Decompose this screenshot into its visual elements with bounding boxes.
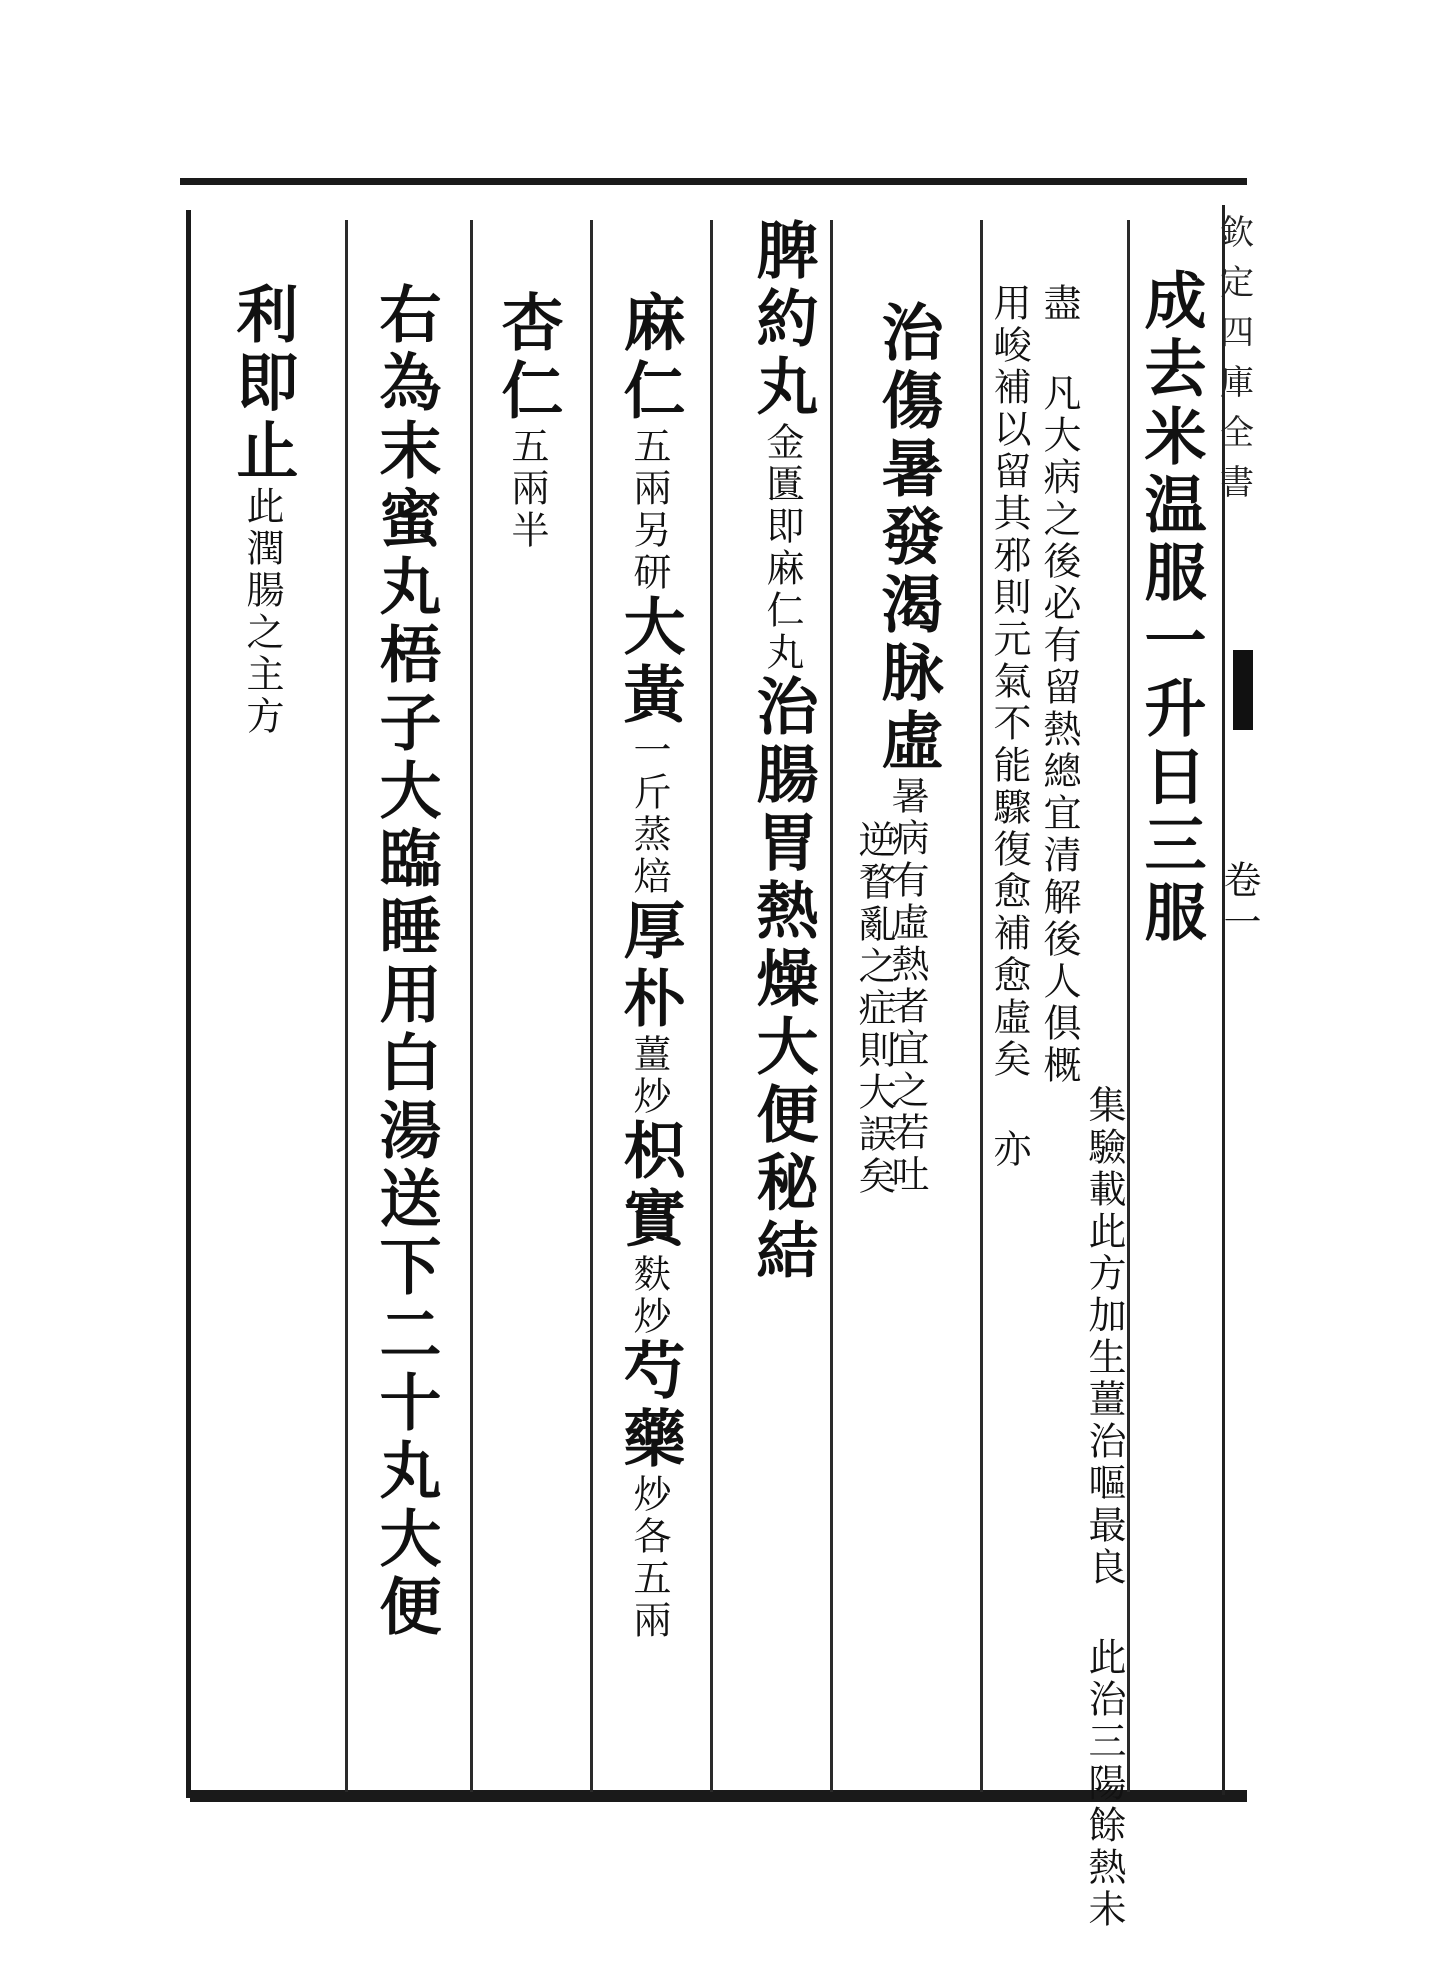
column-divider [1127, 220, 1130, 1792]
margin-char: 四 [1220, 313, 1254, 353]
main-text: 治傷暑發渴脉虛 [871, 300, 944, 776]
ingredient: 厚朴 [613, 898, 686, 1034]
margin-char: 書 [1220, 463, 1254, 503]
ingredient: 大黃 [613, 594, 686, 730]
ingredient-note: 五兩另研 [627, 426, 671, 594]
top-frame-line [180, 178, 1247, 185]
text-column-6 [745, 218, 819, 1286]
margin-char: 定 [1220, 263, 1254, 303]
ingredient-note: 五兩半 [505, 426, 549, 552]
text-column-7 [612, 290, 686, 1642]
ingredient: 枳實 [613, 1118, 686, 1254]
text-column-9: 右為末蜜丸梧子大臨睡用白湯送下二十丸大便 [369, 282, 442, 1642]
margin-fishtail-mark [1233, 650, 1253, 730]
ingredient: 麻仁 [613, 290, 686, 426]
commentary-text: 集驗載此方加生薑治嘔最良 此治三陽餘熱未 [1082, 1085, 1126, 1931]
margin-char: 庫 [1220, 363, 1254, 403]
commentary-column-3: 用峻補以留其邪則元氣不能驟復愈補愈虛矣 亦 [987, 283, 1031, 1171]
note-text: 暑病有虛熱者宜之若吐 [885, 776, 929, 1196]
column-divider [710, 220, 713, 1792]
column-divider [830, 220, 833, 1792]
commentary-column-2: 盡 凡大病之後必有留熱總宜清解後人俱概 [1037, 283, 1081, 1087]
column-divider [345, 220, 348, 1792]
text-column-8 [490, 290, 564, 552]
commentary-column-5: 逆瞀亂之症則大誤矣 [852, 820, 896, 1198]
ingredient: 芍藥 [613, 1338, 686, 1474]
ingredient-note: 炒各五兩 [627, 1474, 671, 1642]
text-column-10 [225, 282, 299, 738]
commentary-column-1 [1082, 1085, 1126, 1931]
note-text: 此潤腸之主方 [240, 486, 284, 738]
column-divider [470, 220, 473, 1792]
ingredient: 杏仁 [491, 290, 564, 426]
margin-char: 欽 [1220, 213, 1254, 253]
formula-title: 脾約丸 [746, 218, 819, 422]
main-text: 利即止 [226, 282, 299, 486]
main-text: 治腸胃熱燥大便秘結 [746, 674, 819, 1286]
formula-note: 金匱即麻仁丸 [760, 422, 804, 674]
ingredient-note: 一斤蒸焙 [627, 730, 671, 898]
volume-label: 卷一 [1217, 860, 1261, 944]
ingredient-note: 薑炒 [627, 1034, 671, 1118]
text-column-1: 成去米温服一升日三服 [1134, 268, 1207, 948]
left-frame-line [186, 210, 191, 1798]
margin-char: 全 [1220, 413, 1254, 453]
column-divider [590, 220, 593, 1792]
ingredient-note: 麩炒 [627, 1254, 671, 1338]
column-divider [980, 220, 983, 1792]
